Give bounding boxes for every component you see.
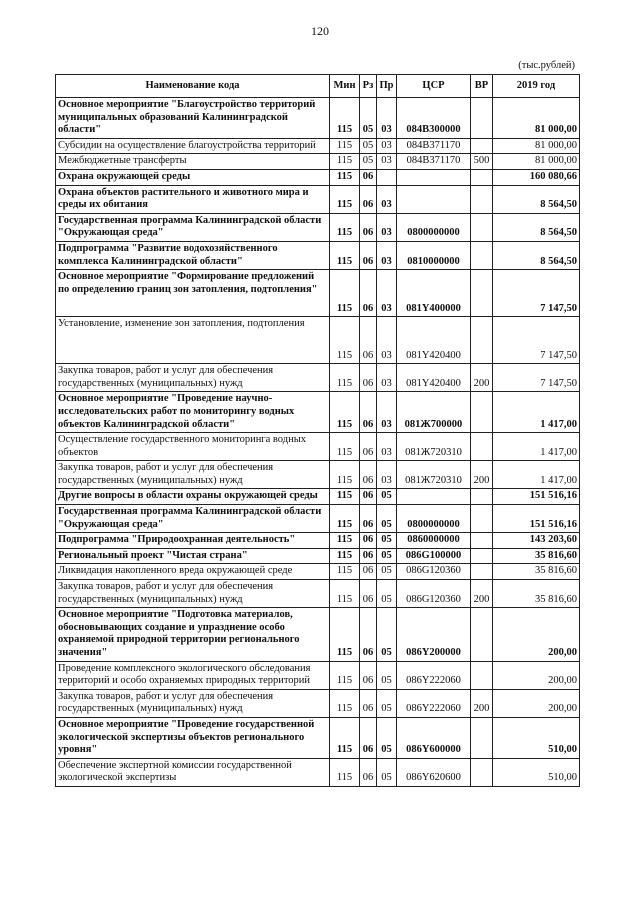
cell-csr: 081Y420400 bbox=[397, 317, 471, 364]
cell-min: 115 bbox=[330, 580, 360, 608]
cell-csr: 081Y420400 bbox=[397, 364, 471, 392]
row-name-text: Основное мероприятие "Подготовка материалов, обосновывающих создание и упразднение особо охраняемой природной территории регионального значения" bbox=[58, 609, 300, 658]
cell-min: 115 bbox=[330, 138, 360, 154]
cell-csr: 084B371170 bbox=[397, 138, 471, 154]
table-row bbox=[56, 241, 580, 269]
cell-csr: 0800000000 bbox=[397, 213, 471, 241]
cell-pr: 05 bbox=[377, 505, 397, 533]
cell-rz: 06 bbox=[360, 564, 377, 580]
row-name-text: Закупка товаров, работ и услуг для обеспечения государственных (муниципальных) нужд bbox=[58, 690, 274, 715]
header-csr: ЦСР bbox=[397, 75, 471, 98]
header-vr: ВР bbox=[471, 75, 493, 98]
cell-name bbox=[56, 392, 330, 433]
cell-rz: 06 bbox=[360, 661, 377, 689]
cell-rz: 06 bbox=[360, 533, 377, 549]
cell-rz: 06 bbox=[360, 270, 377, 317]
unit-note: (тыс.рублей) bbox=[518, 60, 575, 71]
table-row bbox=[56, 608, 580, 661]
table-body bbox=[56, 98, 580, 787]
cell-vr bbox=[471, 717, 493, 758]
row-name-text: Межбюджетные трансферты bbox=[58, 155, 187, 167]
cell-csr: 081Ж720310 bbox=[397, 461, 471, 489]
cell-rz: 06 bbox=[360, 608, 377, 661]
row-name-text: Подпрограмма "Природоохранная деятельность" bbox=[58, 534, 296, 546]
table-row bbox=[56, 461, 580, 489]
row-name-text: Государственная программа Калининградской области "Окружающая среда" bbox=[58, 506, 322, 530]
cell-name bbox=[56, 548, 330, 564]
cell-vr bbox=[471, 241, 493, 269]
table-row bbox=[56, 169, 580, 185]
cell-rz: 06 bbox=[360, 489, 377, 505]
cell-name bbox=[56, 154, 330, 170]
cell-pr: 05 bbox=[377, 489, 397, 505]
cell-vr: 200 bbox=[471, 580, 493, 608]
cell-rz: 06 bbox=[360, 169, 377, 185]
row-name-text: Закупка товаров, работ и услуг для обеспечения государственных (муниципальных) нужд bbox=[58, 581, 274, 605]
row-name-text: Обеспечение экспертной комиссии государственной экологической экспертизы bbox=[58, 759, 292, 784]
table-row bbox=[56, 505, 580, 533]
table-row bbox=[56, 661, 580, 689]
cell-vr bbox=[471, 213, 493, 241]
cell-pr: 05 bbox=[377, 608, 397, 661]
cell-name bbox=[56, 461, 330, 489]
cell-rz: 06 bbox=[360, 717, 377, 758]
cell-amount: 35 816,60 bbox=[493, 548, 580, 564]
cell-csr: 0800000000 bbox=[397, 505, 471, 533]
cell-csr: 086Y222060 bbox=[397, 689, 471, 717]
cell-min: 115 bbox=[330, 433, 360, 461]
cell-vr bbox=[471, 433, 493, 461]
cell-rz: 05 bbox=[360, 98, 377, 139]
header-amount: 2019 год bbox=[493, 75, 580, 98]
header-name: Наименование кода bbox=[56, 75, 330, 98]
cell-csr: 084B371170 bbox=[397, 154, 471, 170]
cell-amount: 1 417,00 bbox=[493, 433, 580, 461]
cell-csr: 081Ж720310 bbox=[397, 433, 471, 461]
cell-min: 115 bbox=[330, 461, 360, 489]
cell-min: 115 bbox=[330, 392, 360, 433]
cell-vr bbox=[471, 533, 493, 549]
cell-rz: 06 bbox=[360, 241, 377, 269]
cell-rz: 06 bbox=[360, 505, 377, 533]
cell-csr bbox=[397, 489, 471, 505]
cell-vr bbox=[471, 608, 493, 661]
cell-name bbox=[56, 185, 330, 213]
cell-amount: 35 816,60 bbox=[493, 580, 580, 608]
cell-rz: 06 bbox=[360, 689, 377, 717]
row-name-text: Проведение комплексного экологического обследования территорий и особо охраняемых природных территорий bbox=[58, 662, 311, 687]
page-number: 120 bbox=[311, 24, 329, 38]
cell-rz: 06 bbox=[360, 580, 377, 608]
cell-min: 115 bbox=[330, 169, 360, 185]
cell-vr bbox=[471, 169, 493, 185]
cell-min: 115 bbox=[330, 608, 360, 661]
cell-min: 115 bbox=[330, 241, 360, 269]
cell-vr: 500 bbox=[471, 154, 493, 170]
cell-vr bbox=[471, 548, 493, 564]
cell-pr: 03 bbox=[377, 433, 397, 461]
cell-rz: 06 bbox=[360, 758, 377, 786]
table-row bbox=[56, 154, 580, 170]
cell-amount: 7 147,50 bbox=[493, 364, 580, 392]
cell-amount: 151 516,16 bbox=[493, 505, 580, 533]
cell-min: 115 bbox=[330, 533, 360, 549]
cell-rz: 06 bbox=[360, 461, 377, 489]
cell-name bbox=[56, 270, 330, 317]
cell-vr bbox=[471, 392, 493, 433]
cell-csr bbox=[397, 169, 471, 185]
cell-min: 115 bbox=[330, 758, 360, 786]
cell-min: 115 bbox=[330, 317, 360, 364]
cell-pr: 03 bbox=[377, 364, 397, 392]
cell-amount: 143 203,60 bbox=[493, 533, 580, 549]
cell-amount: 8 564,50 bbox=[493, 213, 580, 241]
cell-amount: 510,00 bbox=[493, 717, 580, 758]
row-name-text: Установление, изменение зон затопления, подтопления bbox=[58, 318, 305, 330]
cell-amount: 200,00 bbox=[493, 608, 580, 661]
cell-pr: 03 bbox=[377, 213, 397, 241]
cell-vr bbox=[471, 758, 493, 786]
cell-pr: 05 bbox=[377, 758, 397, 786]
cell-name bbox=[56, 608, 330, 661]
cell-amount: 7 147,50 bbox=[493, 270, 580, 317]
cell-name bbox=[56, 689, 330, 717]
cell-min: 115 bbox=[330, 564, 360, 580]
cell-pr: 05 bbox=[377, 533, 397, 549]
cell-amount: 1 417,00 bbox=[493, 461, 580, 489]
cell-csr: 086Y222060 bbox=[397, 661, 471, 689]
table-row bbox=[56, 758, 580, 786]
cell-pr: 05 bbox=[377, 661, 397, 689]
cell-min: 115 bbox=[330, 270, 360, 317]
cell-name bbox=[56, 505, 330, 533]
row-name-text: Другие вопросы в области охраны окружающей среды bbox=[58, 490, 318, 502]
table-row bbox=[56, 317, 580, 364]
cell-vr bbox=[471, 270, 493, 317]
cell-pr: 03 bbox=[377, 98, 397, 139]
cell-pr: 03 bbox=[377, 154, 397, 170]
cell-pr: 03 bbox=[377, 185, 397, 213]
cell-pr: 03 bbox=[377, 241, 397, 269]
cell-rz: 06 bbox=[360, 317, 377, 364]
cell-rz: 06 bbox=[360, 548, 377, 564]
row-name-text: Субсидии на осуществление благоустройства территорий bbox=[58, 139, 316, 151]
table-row bbox=[56, 580, 580, 608]
cell-amount: 200,00 bbox=[493, 661, 580, 689]
cell-vr: 200 bbox=[471, 689, 493, 717]
cell-name bbox=[56, 169, 330, 185]
row-name-text: Государственная программа Калининградской области "Окружающая среда" bbox=[58, 214, 322, 239]
cell-amount: 510,00 bbox=[493, 758, 580, 786]
table-row bbox=[56, 689, 580, 717]
header-min: Мин bbox=[330, 75, 360, 98]
cell-csr: 0860000000 bbox=[397, 533, 471, 549]
cell-name bbox=[56, 433, 330, 461]
cell-name bbox=[56, 138, 330, 154]
cell-vr bbox=[471, 505, 493, 533]
cell-rz: 06 bbox=[360, 364, 377, 392]
table-row bbox=[56, 98, 580, 139]
cell-pr: 03 bbox=[377, 317, 397, 364]
row-name-text: Осуществление государственного мониторинга водных объектов bbox=[58, 434, 307, 458]
row-name-text: Закупка товаров, работ и услуг для обеспечения государственных (муниципальных) нужд bbox=[58, 462, 274, 486]
cell-pr: 05 bbox=[377, 548, 397, 564]
cell-csr: 081Ж700000 bbox=[397, 392, 471, 433]
table-row bbox=[56, 489, 580, 505]
table-row bbox=[56, 213, 580, 241]
cell-rz: 06 bbox=[360, 392, 377, 433]
cell-amount: 8 564,50 bbox=[493, 241, 580, 269]
cell-pr: 03 bbox=[377, 270, 397, 317]
table-row bbox=[56, 138, 580, 154]
cell-vr bbox=[471, 661, 493, 689]
cell-name bbox=[56, 564, 330, 580]
cell-amount: 1 417,00 bbox=[493, 392, 580, 433]
table-row bbox=[56, 548, 580, 564]
cell-vr bbox=[471, 138, 493, 154]
cell-vr: 200 bbox=[471, 364, 493, 392]
header-pr: Пр bbox=[377, 75, 397, 98]
cell-amount: 81 000,00 bbox=[493, 138, 580, 154]
row-name-text: Охрана объектов растительного и животного мира и среды их обитания bbox=[58, 186, 309, 211]
row-name-text: Региональный проект "Чистая страна" bbox=[58, 549, 248, 561]
cell-min: 115 bbox=[330, 213, 360, 241]
row-name-text: Закупка товаров, работ и услуг для обеспечения государственных (муниципальных) нужд bbox=[58, 365, 274, 389]
table-row bbox=[56, 364, 580, 392]
table-row bbox=[56, 717, 580, 758]
cell-name bbox=[56, 533, 330, 549]
cell-min: 115 bbox=[330, 505, 360, 533]
cell-amount: 81 000,00 bbox=[493, 98, 580, 139]
cell-csr: 0810000000 bbox=[397, 241, 471, 269]
table-row bbox=[56, 433, 580, 461]
cell-name bbox=[56, 364, 330, 392]
cell-pr: 05 bbox=[377, 580, 397, 608]
cell-csr: 086Y200000 bbox=[397, 608, 471, 661]
row-name-text: Подпрограмма "Развитие водохозяйственного комплекса Калининградской области" bbox=[58, 242, 278, 267]
cell-amount: 151 516,16 bbox=[493, 489, 580, 505]
cell-csr: 086Y600000 bbox=[397, 717, 471, 758]
cell-amount: 35 816,60 bbox=[493, 564, 580, 580]
cell-min: 115 bbox=[330, 661, 360, 689]
table-row bbox=[56, 270, 580, 317]
cell-pr: 05 bbox=[377, 717, 397, 758]
table-row bbox=[56, 185, 580, 213]
row-name-text: Основное мероприятие "Проведение государственной экологической экспертизы объектов регионального уровня" bbox=[58, 718, 315, 756]
cell-amount: 7 147,50 bbox=[493, 317, 580, 364]
cell-min: 115 bbox=[330, 98, 360, 139]
cell-pr bbox=[377, 169, 397, 185]
cell-name bbox=[56, 758, 330, 786]
cell-min: 115 bbox=[330, 717, 360, 758]
cell-vr bbox=[471, 185, 493, 213]
cell-name bbox=[56, 98, 330, 139]
cell-min: 115 bbox=[330, 185, 360, 213]
cell-vr bbox=[471, 564, 493, 580]
cell-rz: 06 bbox=[360, 185, 377, 213]
table-header-row bbox=[56, 75, 580, 98]
cell-csr: 086Y620600 bbox=[397, 758, 471, 786]
cell-pr: 03 bbox=[377, 461, 397, 489]
cell-rz: 06 bbox=[360, 433, 377, 461]
cell-min: 115 bbox=[330, 154, 360, 170]
cell-vr bbox=[471, 317, 493, 364]
cell-pr: 03 bbox=[377, 138, 397, 154]
cell-rz: 05 bbox=[360, 154, 377, 170]
cell-min: 115 bbox=[330, 689, 360, 717]
cell-rz: 05 bbox=[360, 138, 377, 154]
cell-name bbox=[56, 213, 330, 241]
cell-min: 115 bbox=[330, 489, 360, 505]
row-name-text: Ликвидация накопленного вреда окружающей среде bbox=[58, 565, 293, 577]
cell-csr: 086G120360 bbox=[397, 564, 471, 580]
row-name-text: Основное мероприятие "Формирование предложений по определению границ зон затопления, подтопления" bbox=[58, 271, 318, 295]
cell-name bbox=[56, 241, 330, 269]
cell-amount: 160 080,66 bbox=[493, 169, 580, 185]
cell-min: 115 bbox=[330, 364, 360, 392]
table-row bbox=[56, 392, 580, 433]
row-name-text: Основное мероприятие "Благоустройство территорий муниципальных образований Калининградской области" bbox=[58, 99, 316, 136]
cell-amount: 81 000,00 bbox=[493, 154, 580, 170]
cell-name bbox=[56, 489, 330, 505]
cell-name bbox=[56, 661, 330, 689]
cell-name bbox=[56, 580, 330, 608]
cell-csr: 086G100000 bbox=[397, 548, 471, 564]
table-row bbox=[56, 533, 580, 549]
cell-pr: 05 bbox=[377, 564, 397, 580]
cell-csr: 081Y400000 bbox=[397, 270, 471, 317]
cell-min: 115 bbox=[330, 548, 360, 564]
cell-vr bbox=[471, 98, 493, 139]
cell-pr: 03 bbox=[377, 392, 397, 433]
cell-csr bbox=[397, 185, 471, 213]
cell-csr: 086G120360 bbox=[397, 580, 471, 608]
table-row bbox=[56, 564, 580, 580]
cell-name bbox=[56, 717, 330, 758]
cell-name bbox=[56, 317, 330, 364]
cell-vr: 200 bbox=[471, 461, 493, 489]
cell-rz: 06 bbox=[360, 213, 377, 241]
cell-amount: 200,00 bbox=[493, 689, 580, 717]
budget-table bbox=[55, 74, 580, 787]
row-name-text: Основное мероприятие "Проведение научно-исследовательских работ по мониторингу водных объектов Калининградской области" bbox=[58, 393, 295, 430]
cell-csr: 084B300000 bbox=[397, 98, 471, 139]
header-rz: Рз bbox=[360, 75, 377, 98]
cell-vr bbox=[471, 489, 493, 505]
cell-pr: 05 bbox=[377, 689, 397, 717]
row-name-text: Охрана окружающей среды bbox=[58, 170, 191, 182]
cell-amount: 8 564,50 bbox=[493, 185, 580, 213]
